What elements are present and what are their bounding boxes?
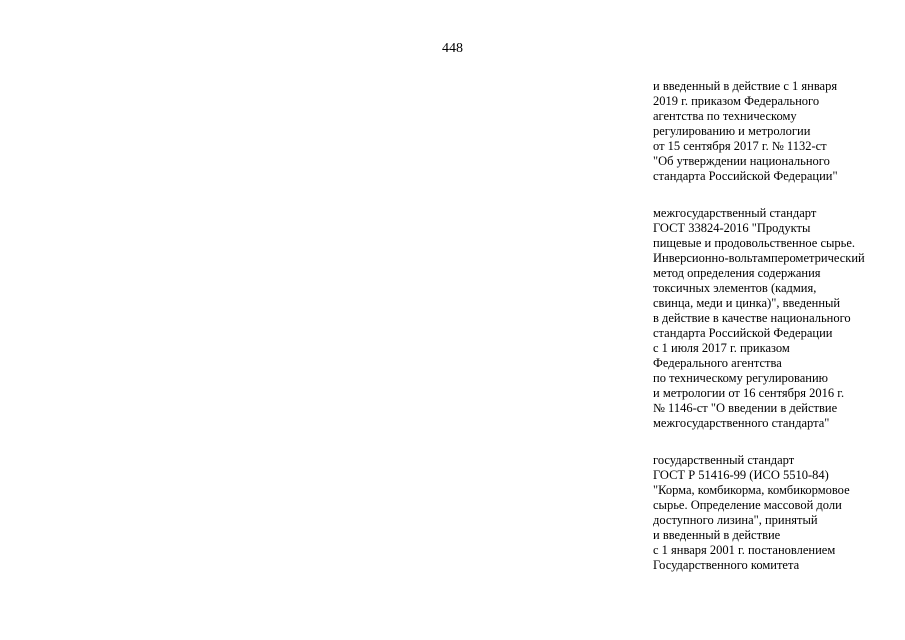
page-number: 448 xyxy=(442,41,463,56)
text-line: Инверсионно-вольтамперометрический xyxy=(653,251,865,265)
text-line: токсичных элементов (кадмия, xyxy=(653,281,817,295)
text-line: по техническому регулированию xyxy=(653,371,829,385)
text-line: метод определения содержания xyxy=(653,266,821,280)
text-line: и введенный в действие с 1 января xyxy=(653,79,838,93)
text-line: Государственного комитета xyxy=(653,558,800,572)
text-line: с 1 июля 2017 г. приказом xyxy=(653,341,790,355)
text-line: межгосударственного стандарта" xyxy=(653,416,830,430)
text-block-2 xyxy=(653,206,893,431)
text-line: "Корма, комбикорма, комбикормовое xyxy=(653,483,850,497)
text-line: "Об утверждении национального xyxy=(653,154,830,168)
text-line: сырье. Определение массовой доли xyxy=(653,498,842,512)
text-line: ГОСТ Р 51416-99 (ИСО 5510-84) xyxy=(653,468,829,482)
text-line: и метрологии от 16 сентября 2016 г. xyxy=(653,386,845,400)
text-block-3 xyxy=(653,453,893,573)
text-line: пищевые и продовольственное сырье. xyxy=(653,236,856,250)
text-line: межгосударственный стандарт xyxy=(653,206,817,220)
text-line: стандарта Российской Федерации" xyxy=(653,169,838,183)
text-column xyxy=(653,79,893,595)
text-line: в действие в качестве национального xyxy=(653,311,851,325)
text-line: от 15 сентября 2017 г. № 1132-ст xyxy=(653,139,827,153)
text-line: 2019 г. приказом Федерального xyxy=(653,94,820,108)
text-line: Федерального агентства xyxy=(653,356,782,370)
text-line: государственный стандарт xyxy=(653,453,795,467)
text-line: доступного лизина", принятый xyxy=(653,513,818,527)
text-line: агентства по техническому xyxy=(653,109,797,123)
text-line: стандарта Российской Федерации xyxy=(653,326,833,340)
text-line: № 1146-ст "О введении в действие xyxy=(653,401,838,415)
text-line: ГОСТ 33824-2016 "Продукты xyxy=(653,221,811,235)
text-line: свинца, меди и цинка)", введенный xyxy=(653,296,841,310)
text-line: с 1 января 2001 г. постановлением xyxy=(653,543,836,557)
text-line: регулированию и метрологии xyxy=(653,124,811,138)
text-line: и введенный в действие xyxy=(653,528,781,542)
text-block-1 xyxy=(653,79,893,184)
